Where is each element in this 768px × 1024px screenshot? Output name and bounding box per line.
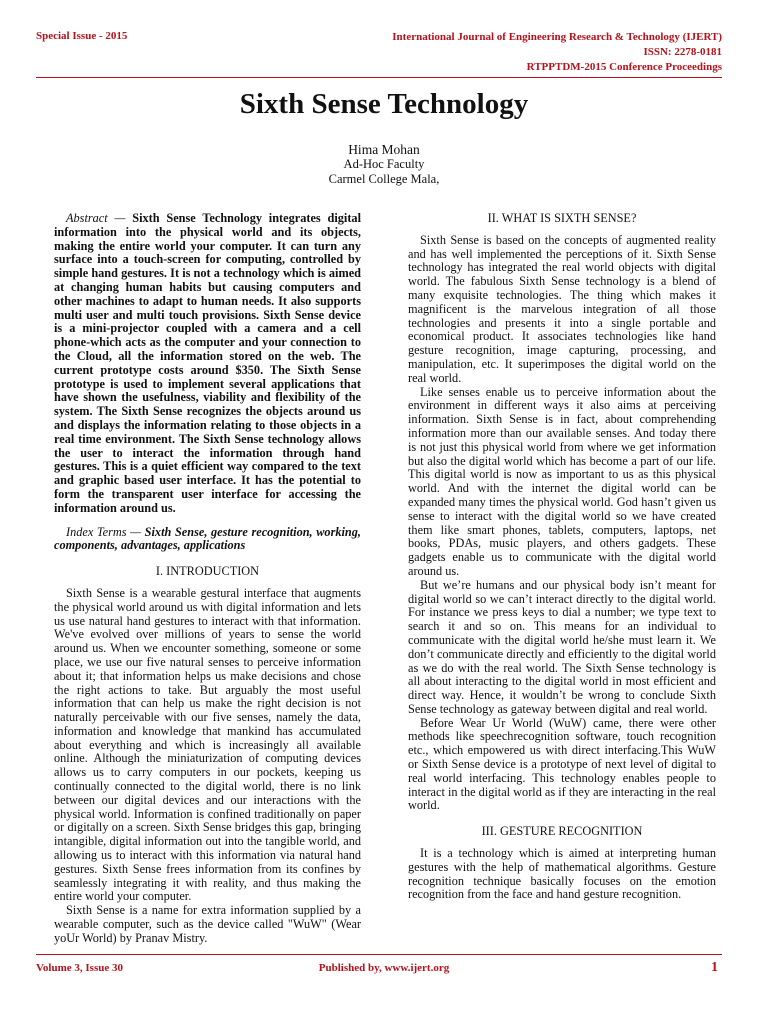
header-divider bbox=[36, 77, 722, 78]
index-terms-text: Sixth Sense, gesture recognition, working, components, advantages, applications bbox=[54, 524, 361, 553]
author-affiliation: Carmel College Mala, bbox=[328, 172, 440, 186]
page-number: 1 bbox=[711, 960, 718, 975]
author-role: Ad-Hoc Faculty bbox=[343, 157, 425, 171]
abstract-label: Abstract — bbox=[66, 211, 126, 225]
footer-publisher-link[interactable]: Published by, www.ijert.org bbox=[318, 962, 450, 974]
abstract-text: Sixth Sense Technology integrates digital information into the physical world and its objects, making the entire world your computer. It can turn any surface into a touch-screen for computing, controlled by simple hand gestures. It is not a technology which is aimed at changing human habits but causing computers and other machines to adapt to human needs. It also supports multi user and multi touch provisions. Sixth Sense device is a mini-projector coupled with a camera and a cell phone-which acts as the computer and your connection to the Cloud, all the information stored on the web. The current prototype costs around $350. The Sixth Sense prototype is used to implement several applications that have shown the usefulness, viability and flexibility of the system. The Sixth Sense recognizes the objects around us and displays the information relating to those objects in a real time environment. The Sixth Sense technology allows the user to interact the information through hand gestures. This is a quiet efficient way compared to the text and graphic based user interface. It has the potential to form the transparent user interface for accessing the information around us. bbox=[54, 211, 361, 515]
right-column bbox=[408, 212, 716, 902]
paragraph: Sixth Sense is a name for extra information supplied by a wearable computer, such as the device called "WuW" (Wear yoUr World) by Pranav Mistry. bbox=[54, 903, 361, 945]
running-header-journal bbox=[302, 30, 722, 75]
author-name: Hima Mohan bbox=[348, 142, 420, 157]
paper-title: Sixth Sense Technology bbox=[239, 88, 529, 120]
running-header-issue: Special Issue - 2015 bbox=[36, 30, 128, 42]
section-heading-what-is-sixth-sense: II. WHAT IS SIXTH SENSE? bbox=[487, 211, 637, 225]
left-column bbox=[54, 212, 361, 946]
paragraph: Before Wear Ur World (WuW) came, there were other methods like speechrecognition software, touch recognition etc., which empowered us with direct interfacing.This WuW or Sixth Sense device is a prototype of next level of digital to real world interfacing. This technology enables people to interact in the digital world as if they are interacting in the real world. bbox=[408, 715, 716, 813]
paragraph: Sixth Sense is a wearable gestural interface that augments the physical world around us with digital information and lets us use natural hand gestures to interact with that information. We've evolved over millions of years to sense the world around us. When we encounter something, someone or some place, we use our five natural senses to perceive information about it; that information helps us make decisions and chose the right actions to take. But arguably the most useful information that can help us make the right decision is not naturally perceivable with our five senses, namely the data, information and knowledge that mankind has accumulated about everything and which is increasingly all available online. Although the miniaturization of computing devices allows us to carry computers in our pockets, keeping us continually connected to the digital world, there is no link between our digital devices and our interactions with the physical world. Information is confined traditionally on paper or digitally on a screen. Sixth Sense bridges this gap, bringing intangible, digital information out into the tangible world, and allowing us to interact with this information via natural hand gestures. Sixth Sense frees information from its confines by seamlessly integrating it with reality, and thus making the entire world your computer. bbox=[54, 585, 361, 904]
abstract bbox=[54, 212, 361, 516]
paragraph: It is a technology which is aimed at interpreting human gestures with the help of mathematical algorithms. Gesture recognition technique basically focuses on the emotion recognition from the face and hand gesture recognition. bbox=[408, 846, 716, 902]
author-block bbox=[0, 142, 768, 187]
conference-proceedings: RTPPTDM-2015 Conference Proceedings bbox=[526, 61, 722, 73]
footer-divider bbox=[36, 954, 722, 955]
index-terms bbox=[54, 526, 361, 554]
paragraph: But we’re humans and our physical body isn’t meant for digital world so we can’t interact directly to the digital world. For instance we press keys to dial a number; we type text to search it and so on. This means for an individual to communicate with the digital world he/she must learn it. We don’t communicate directly and efficiently to the digital world as we do with the real world. The Sixth Sense technology is all about interacting to the digital world in most efficient and direct way. Hence, it wouldn’t be wrong to conclude Sixth Sense technology as gateway between digital and real world. bbox=[408, 577, 716, 716]
paragraph: Like senses enable us to perceive information about the environment in different ways it also aims at perceiving information. Sixth Sense is in fact, about comprehending information more than our available senses. And today there is not just this physical world from where we get information but also the digital world which has become a part of our life. This digital world is now as important to us as this physical world. And with the internet the digital world can be expanded many times the physical world. God hasn’t given us sense to interact with the digital world so we have created them like smart phones, tablets, computers, laptops, net books, PDAs, music players, and others gadgets. These gadgets enable us to communicate with the digital world around us. bbox=[408, 384, 716, 578]
issn: ISSN: 2278-0181 bbox=[643, 46, 722, 58]
journal-name: International Journal of Engineering Research & Technology (IJERT) bbox=[392, 31, 722, 43]
section-heading-gesture-recognition: III. GESTURE RECOGNITION bbox=[481, 824, 643, 839]
footer-volume: Volume 3, Issue 30 bbox=[36, 962, 123, 974]
paragraph: Sixth Sense is based on the concepts of augmented reality and has well implemented the perceptions of it. Sixth Sense technology has integrated the real world objects with digital world. The fabulous Sixth Sense technology is a blend of many exquisite technologies. The thing which makes it magnificent is the marvelous integration of all those technologies and presents it into a single portable and economical product. It associates technologies like hand gesture recognition, image capturing, processing, and manipulation, etc. It superimposes the digital world on the real world. bbox=[408, 232, 716, 385]
index-terms-label: Index Terms — bbox=[66, 524, 142, 539]
section-heading-introduction: I. INTRODUCTION bbox=[155, 564, 260, 579]
